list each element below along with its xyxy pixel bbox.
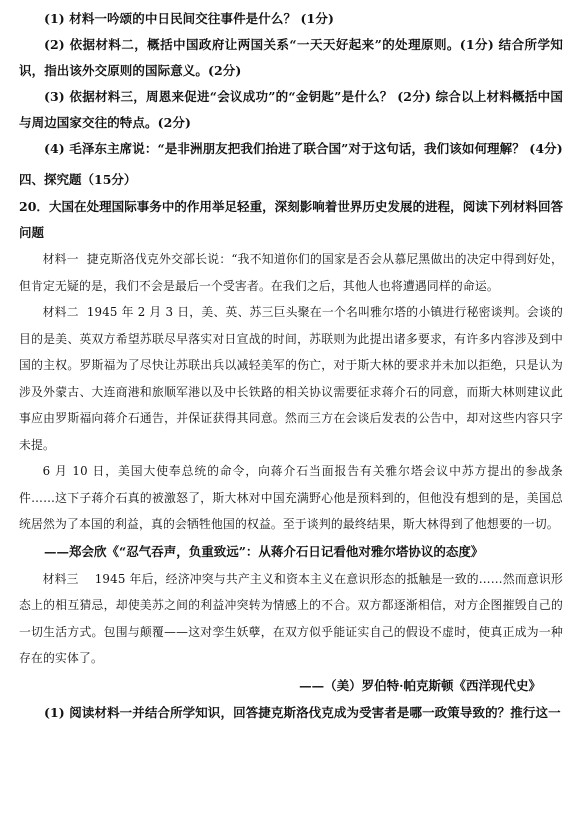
material-3 [19, 566, 563, 672]
question-1: (1) 材料一吟颂的中日民间交往事件是什么？ (1分) [44, 11, 334, 26]
material-2-source: ——郑会欣《“忍气吞声，负重致远”：从蒋介石日记看他对雅尔塔协议的态度》 [44, 543, 484, 559]
material-3-text: 1945 年后，经济冲突与共产主义和资本主义在意识形态的抵触是一致的……然而意识形态上的相互猜忌，却使美苏之间的利益冲突转为情感上的不合。双方都逐渐相信，对方企图摧毁自己的一切生活方式。包围与颠覆——这对孪生妖孽，在双方似乎能证实自己的假设不虚时，使真正成为一种存在的实体了。 [19, 571, 563, 665]
material-3-source: ——（美）罗伯特·帕克斯顿《西洋现代史》 [299, 677, 541, 693]
material-3-label: 材料三 [42, 571, 79, 586]
material-2-para2: 6 月 10 日，美国大使奉总统的命令，向蒋介石当面报告有关雅尔塔会议中苏方提出的参战条件……这下子蒋介石真的被激怒了，斯大林对中国充满野心他是预料到的，但他没有想到的是，美国总统居然为了本国的利益，真的会牺牲他国的权益。至于谈判的最终结果，斯大林得到了他想要的一切。 [19, 464, 563, 531]
material-1 [19, 246, 563, 299]
question-20-1: (1) 阅读材料一并结合所学知识，回答捷克斯洛伐克成为受害者是哪一政策导致的？推行这一 [44, 704, 561, 720]
section-title: 四、探究题（15分） [19, 172, 137, 187]
question-20-intro: 20．大国在处理国际事务中的作用举足轻重，深刻影响着世界历史发展的进程，阅读下列材料回答问题 [19, 199, 563, 240]
material-1-text: 捷克斯洛伐克外交部长说：“我不知道你们的国家是否会从慕尼黑做出的决定中得到好处，但肯定无疑的是，我们不会是最后一个受害者。在我们之后，其他人也将遭遇同样的命运。 [19, 252, 563, 293]
question-2: (2) 依据材料二，概括中国政府让两国关系“一天天好起来”的处理原则。(1分) 结合所学知识，指出该外交原则的国际意义。(2分) [19, 37, 563, 78]
question-4: (4) 毛泽东主席说：“是非洲朋友把我们抬进了联合国”对于这句话，我们该如何理解？ (4分) [44, 141, 563, 156]
question-3: (3) 依据材料三，周恩来促进“会议成功”的“金钥匙”是什么？ (2分) 综合以上材料概括中国与周边国家交往的特点。(2分) [19, 89, 563, 130]
material-2-label: 材料二 [42, 305, 79, 319]
material-2 [19, 299, 563, 458]
material-1-label: 材料一 [42, 252, 79, 266]
material-2-text: 1945 年 2 月 3 日，美、英、苏三巨头聚在一个名叫雅尔塔的小镇进行秘密谈判。会谈的目的是美、英双方希望苏联尽早落实对日宣战的时间，苏联则为此提出诸多要求，有许多内容涉及到中国的主权。罗斯福为了尽快让苏联出兵以减轻美军的伤亡，对于斯大林的要求并未加以拒绝，只是认为涉及外蒙古、大连商港和旅顺军港以及中长铁路的相关协议需要征求蒋介石的同意，而斯大林则建议此事应由罗斯福向蒋介石通告，并保证获得其同意。然而三方在会谈后发表的公告中，却对这些内容只字未提。 [19, 305, 563, 452]
